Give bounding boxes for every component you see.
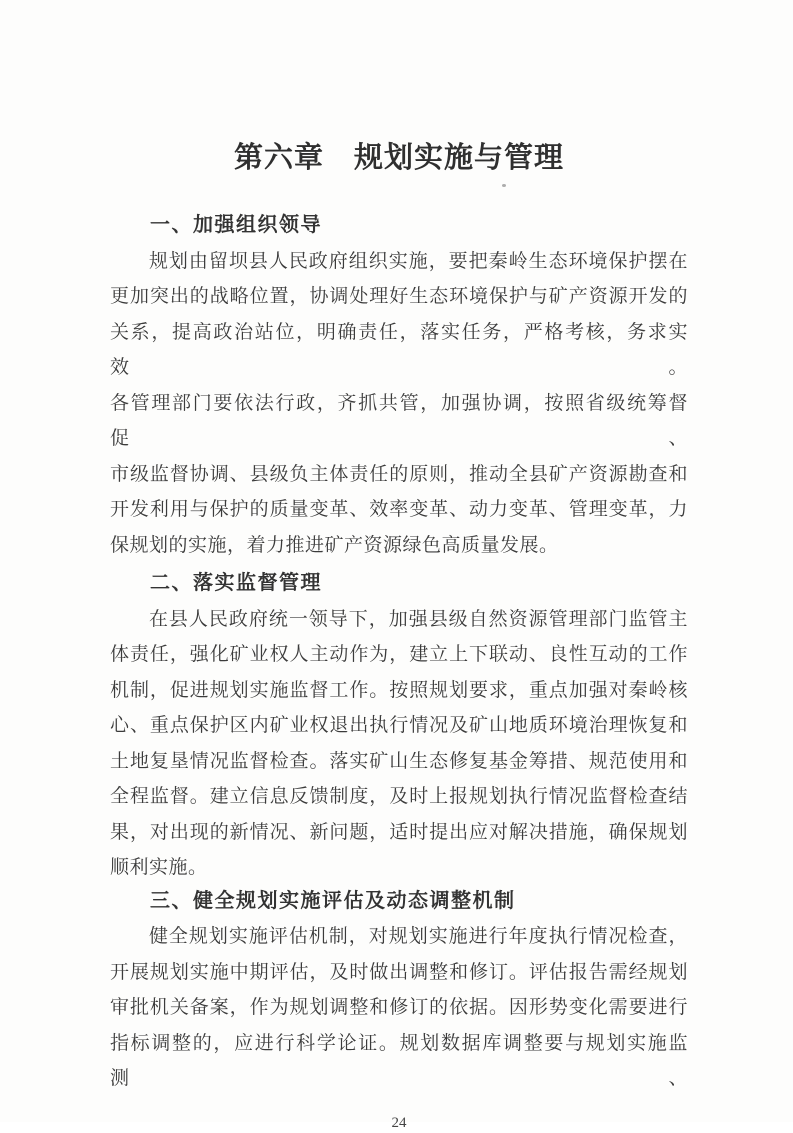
paragraph-line: 在县人民政府统一领导下，加强县级自然资源管理部门监管主 (148, 608, 688, 630)
paragraph-line: 心、重点保护区内矿业权退出执行情况及矿山地质环境治理恢复和 (110, 715, 688, 736)
chapter-title: 第六章 规划实施与管理 (233, 142, 564, 174)
scan-artifact-dot (502, 184, 506, 187)
paragraph-line: 土地复垦情况监督检查。落实矿山生态修复基金筹措、规范使用和 (110, 750, 688, 772)
paragraph-line: 机制，促进规划实施监督工作。按照规划要求，重点加强对秦岭核 (110, 679, 688, 701)
section-heading-2: 二、落实监督管理 (150, 572, 322, 594)
paragraph-line: 开发利用与保护的质量变革、效率变革、动力变革、管理变革，力 (110, 499, 688, 520)
page-content (110, 138, 688, 1133)
paragraph-line: 市级监督协调、县级负主体责任的原则，推动全县矿产资源勘查和 (110, 463, 688, 485)
page-number: 24 (391, 1114, 407, 1131)
paragraph-line: 规划由留坝县人民政府组织实施，要把秦岭生态环境保护摆在 (148, 250, 688, 272)
paragraph-line: 全程监督。建立信息反馈制度，及时上报规划执行情况监督检查结 (110, 786, 688, 807)
paragraph-line: 果，对出现的新情况、新问题，适时提出应对解决措施，确保规划 (110, 821, 688, 843)
paragraph-line: 体责任，强化矿业权人主动作为，建立上下联动、良性互动的工作 (110, 644, 688, 665)
section-heading-3: 三、健全规划实施评估及动态调整机制 (150, 889, 516, 912)
paragraph-line: 开展规划实施中期评估，及时做出调整和修订。评估报告需经规划 (110, 961, 688, 983)
paragraph-line: 各管理部门要依法行政，齐抓共管，加强协调，按照省级统筹督促、 (110, 392, 688, 449)
paragraph-line: 关系，提高政治站位，明确责任，落实任务，严格考核，务求实效。 (110, 321, 688, 378)
paragraph-line: 指标调整的，应进行科学论证。规划数据库调整要与规划实施监测、 (110, 1032, 688, 1089)
paragraph-line: 更加突出的战略位置，协调处理好生态环境保护与矿产资源开发的 (110, 286, 688, 307)
paragraph-line: 健全规划实施评估机制，对规划实施进行年度执行情况检查， (148, 926, 688, 947)
section-heading-1: 一、加强组织领导 (150, 214, 322, 236)
paragraph-2 (110, 602, 688, 886)
paragraph-line: 顺利实施。 (110, 857, 208, 878)
paragraph-1 (110, 244, 688, 564)
paragraph-line: 审批机关备案，作为规划调整和修订的依据。因形势变化需要进行 (110, 997, 688, 1018)
paragraph-3 (110, 919, 688, 1097)
paragraph-line: 保规划的实施，着力推进矿产资源绿色高质量发展。 (110, 534, 559, 556)
